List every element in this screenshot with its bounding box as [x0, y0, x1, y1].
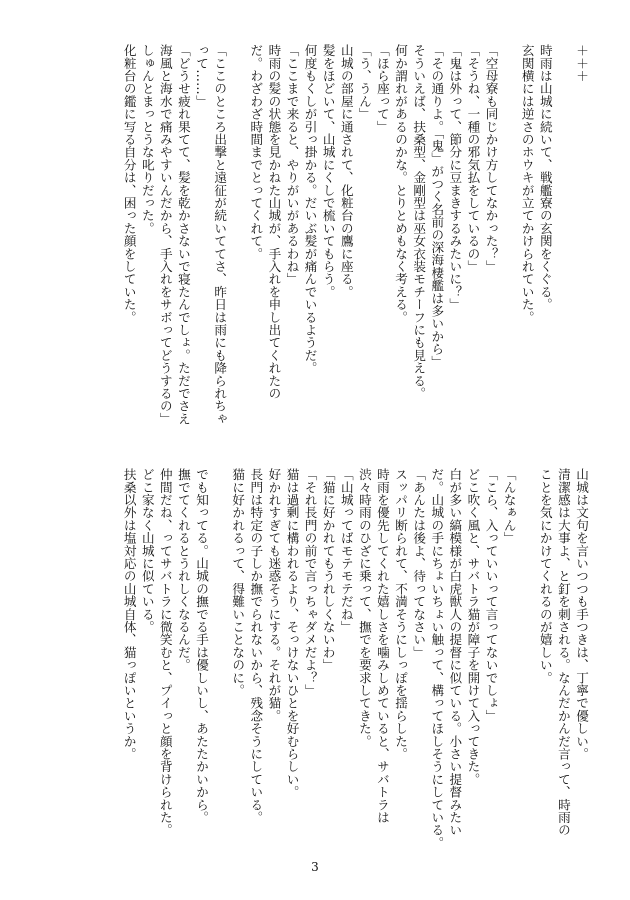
text-line: ＋＋＋ — [574, 44, 589, 83]
text-line: 渋々時雨のひざに乗って、撫でを要求してきた。 — [356, 468, 372, 748]
text-line: 「あんたは後よ、待ってなさい」 — [411, 468, 427, 659]
text-line — [518, 468, 536, 862]
text-line: 山城の部屋に通されて、化粧台の鷹に座る。 — [338, 44, 354, 298]
text-line: 海風と海水で痛みやすいんだから、手入れをサボってどうするの」 — [157, 44, 173, 425]
text-line — [228, 44, 246, 438]
text-line: 時雨の髪の状態を見かねた山城が、手入れを申し出てくれたの — [266, 44, 282, 400]
text-line: 「ほら座って」 — [374, 44, 390, 133]
text-line: 「山城ってばモテモテだね」 — [338, 468, 354, 634]
text-line: 「こら、入っていいって言ってないでしょ」 — [483, 468, 499, 722]
text-line: スッパリ断られて、不満そうにしっぽを揺らした。 — [393, 468, 409, 761]
text-line: 「鬼は外って、節分に豆まきするみたいに？」 — [447, 44, 463, 311]
text-line: そういえば、扶桑型、金剛型は巫女衣装モチーフにも見える。 — [411, 44, 427, 400]
text-line: だ。わざわざ時間までとってくれて。 — [248, 44, 264, 260]
text-line: でも知ってる。山城の撫でる手は優しいし、あたたかいから。 — [194, 468, 210, 824]
text-line: ことを気にかけてくれるのが嬉しい。 — [537, 468, 553, 684]
text-line: 何か謂れがあるのかな。とりとめもなく考える。 — [393, 44, 409, 324]
text-line: 白が多い縞模様が白虎獣人の提督に似ている。小さい提督みたい — [447, 468, 463, 837]
text-line: 「空母寮も同じかけ方してなかった？」 — [483, 44, 499, 273]
text-line: 時雨は山城に続いて、戦艦寮の玄関をくぐる。 — [537, 44, 553, 311]
text-line: 「そうね、一種の邪気払をしているの」 — [465, 44, 481, 273]
text-line — [210, 468, 228, 862]
text-line: って……」 — [194, 44, 210, 108]
text-line: 「ここまで来ると、やりがいがあるわね」 — [284, 44, 300, 286]
text-line: 「それ長門の前で言っちゃダメだよ？」 — [302, 468, 318, 697]
text-line: 時雨を優先してくれた嬉しさを噛みしめていると、サバトラは — [374, 468, 390, 824]
text-line: 「その通りよ。「鬼」がつく名前の深海棲艦は多いから」 — [429, 44, 445, 368]
text-line — [554, 44, 572, 438]
text-line: だ。山城の手にちょいちょい触って、構ってほしそうにしている。 — [429, 468, 445, 849]
page-number: 3 — [311, 860, 319, 874]
text-line: 猫は過剰に構われるより、そっけないひとを好むらしい。 — [284, 468, 300, 799]
text-line: 「う、うん」 — [356, 44, 372, 121]
text-line: 何度もくしが引っ掛かる。だいぶ髪が痛んでいるようだ。 — [302, 44, 318, 375]
text-line: 好かれすぎても迷惑そうにする。それが猫。 — [266, 468, 282, 722]
text-line: 扶桑以外は塩対応の山城自体、猫っぽいというか。 — [121, 468, 137, 761]
text-line: 猫に好かれるって、得難いことなのに。 — [230, 468, 246, 697]
text-line: しゅんとまっとうな叱りだった。 — [139, 44, 155, 235]
text-line: 清潔感は大事よ、と釘を刺される。なんだかんだ言って、時雨の — [555, 468, 571, 837]
text-line: どこ家なく山城に似ている。 — [139, 468, 155, 634]
text-line: 「んなぁん」 — [501, 468, 517, 545]
text-line: 「猫に好かれてもうれしくないわ」 — [320, 468, 336, 672]
text-line: 仲間だね、ってサバトラに微笑むと、プイっと顔を背けられた。 — [157, 468, 173, 837]
text-line: 撫でてくれるとうれしくなるんだ。 — [175, 468, 191, 672]
text-line: 「ここのところ出撃と遠征が続いててさ、昨日は雨にも降られちゃ — [212, 44, 228, 425]
text-line: 山城は文句を言いつつも手つきは、丁寧で優しい。 — [574, 468, 589, 761]
text-line — [500, 44, 518, 438]
text-line: 長門は特定の子しか撫でられないから、残念そうにしている。 — [248, 468, 264, 824]
text-line: 化粧台の鑑に写る自分は、困った顔をしていた。 — [121, 44, 137, 324]
text-line: 髪をほどいて、山城にくしで梳いてもらう。 — [320, 44, 336, 298]
text-line: 玄関横には逆さのホウキが立てかけられていた。 — [519, 44, 535, 324]
upper-text-block — [120, 44, 590, 438]
lower-text-block — [120, 468, 590, 862]
text-line: 「どうせ疲れ果てて、髪を乾かさないで寝たんでしょ。ただでさえ — [175, 44, 191, 425]
text-line: どこ吹く風と、サバトラ猫が障子を開けて入ってきた。 — [465, 468, 481, 786]
